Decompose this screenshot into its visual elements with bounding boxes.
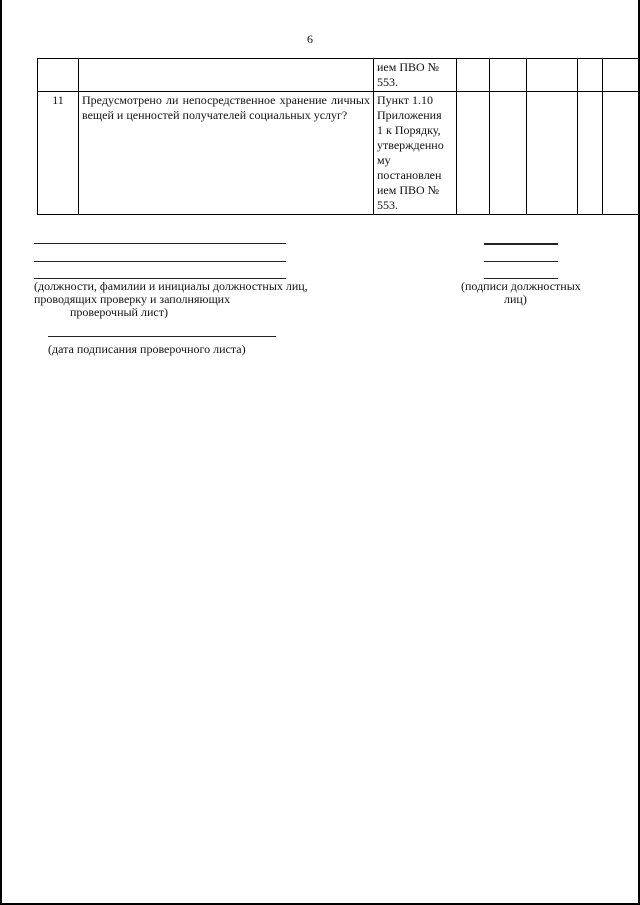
officials-caption-line-1: (должности, фамилии и инициалы должностных лиц,: [34, 279, 308, 293]
reference-line: утвержденно: [377, 138, 444, 152]
reference-line: постановлен: [377, 168, 442, 182]
checklist-table: [37, 58, 640, 215]
table-row-continuation: [38, 59, 640, 92]
table-cell-number: [38, 59, 79, 92]
table-cell-empty: [527, 92, 578, 215]
table-cell-empty: [603, 92, 640, 215]
signature-line-1: [484, 243, 558, 245]
table-cell-empty: [578, 92, 603, 215]
table-cell-question: Предусмотрено ли непосредственное хранение личных вещей и ценностей получателей социальных услуг?: [79, 92, 374, 215]
table-cell-reference: [374, 92, 457, 215]
table-cell-empty: [490, 59, 527, 92]
reference-line: Приложения: [377, 108, 442, 122]
table-cell-number: 11: [38, 92, 79, 215]
reference-line: 1 к Порядку,: [377, 123, 441, 137]
reference-line: 553.: [377, 198, 398, 212]
signatures-caption-line-1: (подписи должностных: [461, 279, 581, 293]
officials-caption-line-3: проверочный лист): [70, 305, 168, 319]
table-cell-reference: [374, 59, 457, 92]
date-line: [48, 336, 276, 337]
reference-line: 553.: [377, 75, 398, 89]
page-number: 6: [307, 32, 313, 46]
officials-line-2: [34, 261, 286, 262]
table-cell-empty: [457, 59, 490, 92]
reference-line: му: [377, 153, 391, 167]
signature-line-2: [484, 261, 558, 262]
table-cell-empty: [603, 59, 640, 92]
page-border-left: [0, 0, 2, 905]
date-caption: (дата подписания проверочного листа): [48, 342, 246, 356]
reference-line: ием ПВО №: [377, 183, 440, 197]
reference-line: ием ПВО №: [377, 60, 440, 74]
table-cell-empty: [527, 59, 578, 92]
table-cell-question: [79, 59, 374, 92]
officials-caption-line-2: проводящих проверку и заполняющих: [34, 292, 231, 306]
reference-line: Пункт 1.10: [377, 93, 434, 107]
signatures-caption-line-2: лиц): [504, 292, 527, 306]
table-row-11: [38, 92, 640, 215]
table-cell-empty: [578, 59, 603, 92]
table-cell-empty: [490, 92, 527, 215]
officials-line-1: [34, 243, 286, 244]
table-cell-empty: [457, 92, 490, 215]
